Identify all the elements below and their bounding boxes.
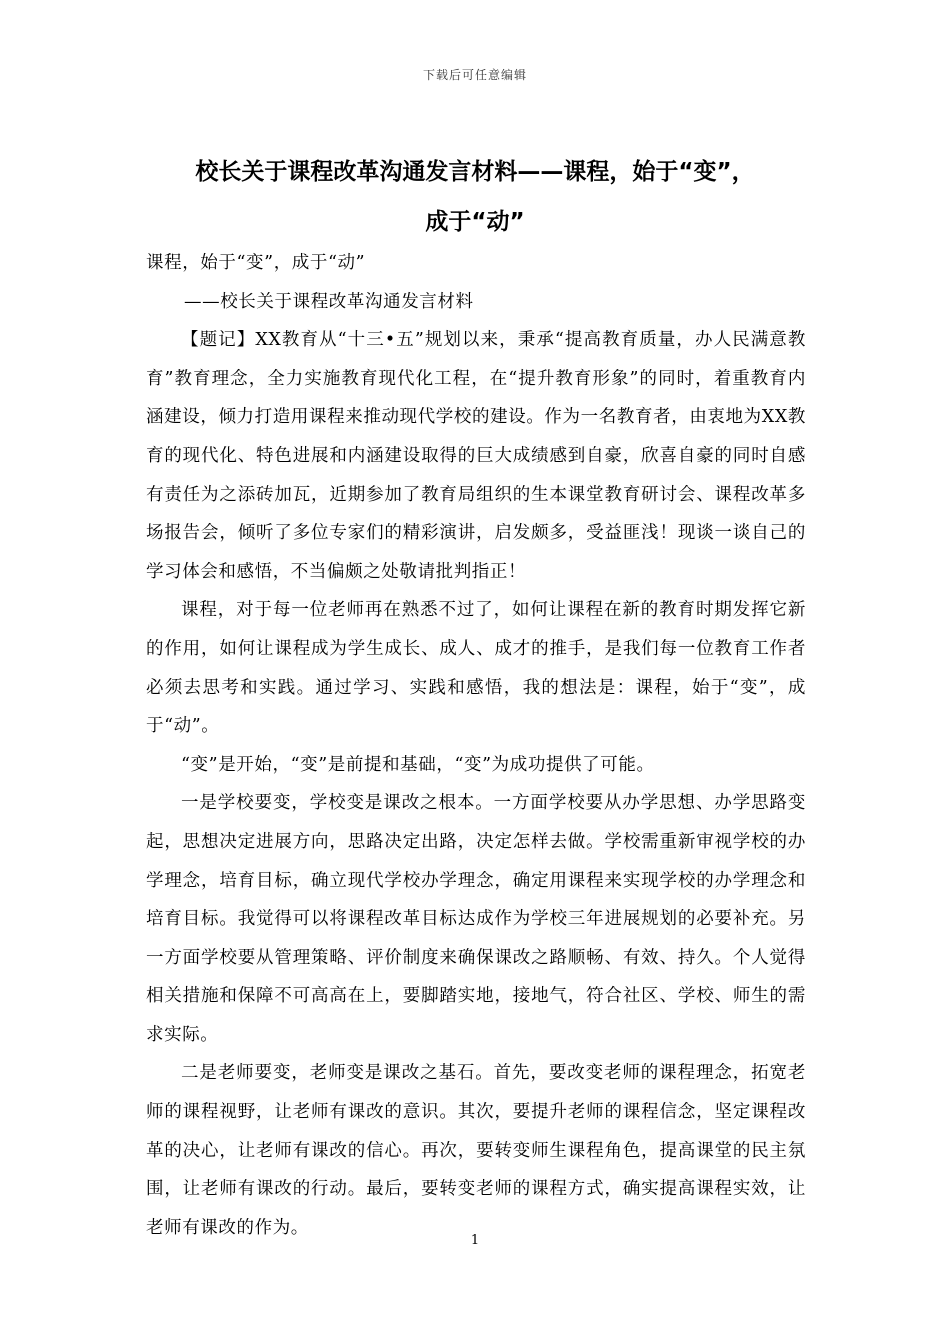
paragraph-change-statement: “变”是开始，“变”是前提和基础，“变”为成功提供了可能。 (181, 754, 655, 775)
document-title-line-2: 成于“动” (425, 209, 525, 235)
document-title-line-1: 校长关于课程改革沟通发言材料——课程，始于“变”， (195, 159, 755, 185)
page-number: 1 (470, 1233, 480, 1248)
paragraph-intro: 课程，对于每一位老师再在熟悉不过了，如何让课程在新的教育时期发挥它新的作用，如何让课程成为学生成长、成人、成才的推手，是我们每一位教育工作者必须去思考和实践。通过学习、实践和感悟，我的想法是：课程，始于“变”，成于“动”。 (146, 600, 806, 737)
subtitle-line: 课程，始于“变”，成于“动” (146, 253, 366, 273)
subtitle-author-line: ——校长关于课程改革沟通发言材料 (184, 291, 474, 312)
paragraph-epigraph: 【题记】XX教育从“十三•五”规划以来，秉承“提高教育质量，办人民满意教育”教育理念，全力实施教育现代化工程，在“提升教育形象”的同时，着重教育内涵建设，倾力打造用课程来推动现代学校的建设。作为一名教育者，由衷地为XX教育的现代化、特色进展和内涵建设取得的巨大成绩感到自豪，欣喜自豪的同时自感有责任为之添砖加瓦，近期参加了教育局组织的生本课堂教育研讨会、课程改革多场报告会，倾听了多位专家们的精彩演讲，启发颇多，受益匪浅！现谈一谈自己的学习体会和感悟，不当偏颇之处敬请批判指正！ (146, 330, 806, 582)
paragraph-school-change: 一是学校要变，学校变是课改之根本。一方面学校要从办学思想、办学思路变起，思想决定进展方向，思路决定出路，决定怎样去做。学校需重新审视学校的办学理念，培育目标，确立现代学校办学理念，确定用课程来实现学校的办学理念和培育目标。我觉得可以将课程改革目标达成作为学校三年进展规划的必要补充。另一方面学校要从管理策略、评价制度来确保课改之路顺畅、有效、持久。个人觉得相关措施和保障不可高高在上，要脚踏实地，接地气，符合社区、学校、师生的需求实际。 (146, 793, 806, 1045)
paragraph-teacher-change: 二是老师要变，老师变是课改之基石。首先，要改变老师的课程理念，拓宽老师的课程视野，让老师有课改的意识。其次，要提升老师的课程信念，坚定课程改革的决心，让老师有课改的信心。再次，要转变师生课程角色，提高课堂的民主氛围，让老师有课改的行动。最后，要转变老师的课程方式，确实提高课程实效，让老师有课改的作为。 (146, 1063, 806, 1238)
document-body (146, 244, 806, 1247)
page-header-note: 下载后可任意编辑 (422, 68, 527, 82)
